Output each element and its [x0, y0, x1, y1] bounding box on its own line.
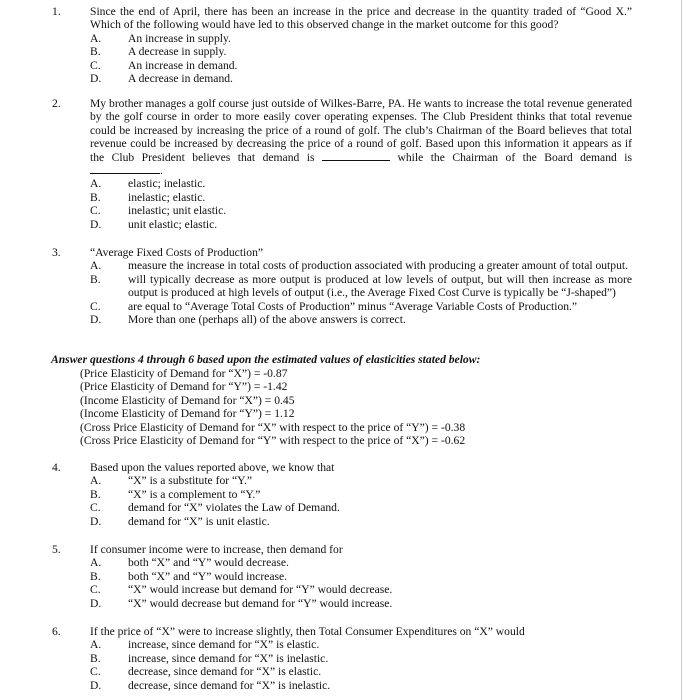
option-d [90, 597, 632, 610]
question-number: 2. [52, 97, 61, 110]
question-body [90, 543, 632, 610]
question-text: “Average Fixed Costs of Production” [90, 246, 264, 259]
option-letter: D. [90, 678, 102, 692]
answer-blank-1 [322, 151, 390, 161]
option-b [90, 488, 632, 501]
option-text: “X” would decrease but demand for “Y” would increase. [128, 596, 393, 610]
option-c [90, 300, 632, 313]
option-letter: C. [90, 501, 101, 515]
question-number: 5. [52, 543, 61, 556]
option-text: demand for “X” is unit elastic. [128, 514, 270, 528]
option-b [90, 652, 632, 665]
question-number: 1. [52, 5, 61, 18]
option-text: inelastic; unit elastic. [128, 204, 227, 218]
question-body [90, 97, 632, 231]
option-a [90, 32, 632, 45]
option-text: elastic; inelastic. [128, 177, 206, 191]
option-a [90, 556, 632, 569]
elasticity-item: (Price Elasticity of Demand for “X”) = -0.87 [80, 367, 288, 380]
option-letter: B. [90, 190, 101, 204]
question-text-part3: . [160, 164, 163, 178]
question-text [90, 97, 632, 177]
option-letter: A. [90, 177, 102, 191]
question-body [90, 461, 632, 528]
option-letter: B. [90, 272, 101, 286]
question-number: 3. [52, 246, 61, 259]
elasticity-item: (Income Elasticity of Demand for “X”) = 0.45 [80, 393, 295, 407]
option-text: measure the increase in total costs of production associated with producing a greater amount of total output. [128, 259, 628, 273]
option-b [90, 570, 632, 583]
question-body [90, 246, 632, 326]
option-text: both “X” and “Y” would increase. [128, 569, 288, 583]
option-letter: A. [90, 474, 102, 488]
option-d [90, 313, 632, 326]
question-body [90, 5, 632, 85]
option-letter: D. [90, 596, 102, 610]
option-letter: C. [90, 204, 101, 218]
elasticity-item: (Cross Price Elasticity of Demand for “X” with respect to the price of “Y”) = -0.38 [80, 420, 466, 434]
question-number: 4. [52, 461, 61, 474]
option-letter: D. [90, 514, 102, 528]
option-c [90, 583, 632, 596]
option-letter: A. [90, 638, 102, 652]
option-a [90, 474, 632, 487]
option-letter: C. [90, 299, 101, 313]
question-text-part1: My brother manages a golf course just outside of Wilkes-Barre, PA. He wants to increase the total revenue generated by the golf course in order to more easily cover operating expenses. The Club President thinks that total revenue could be increased by increasing the price of a round of golf. The club’s Chairman of the Board believes that total revenue could be increased by decreasing the price of a round of golf. Based upon this information it appears as if the Club President believes that demand is [90, 97, 632, 164]
option-text: A decrease in demand. [128, 71, 233, 85]
elasticity-item: (Cross Price Elasticity of Demand for “Y” with respect to the price of “X”) = -0.62 [80, 433, 466, 447]
question-number: 6. [52, 625, 61, 638]
option-text: “X” is a substitute for “Y.” [128, 474, 253, 488]
option-b [90, 45, 632, 58]
option-text: will typically decrease as more output is produced at low levels of output, but will then increase as more output is produced at high levels of output (i.e., the Average Fixed Cost Curve is typically be “J-shaped”) [128, 272, 632, 300]
option-d [90, 218, 632, 231]
option-letter: C. [90, 665, 101, 679]
question-body [90, 625, 632, 692]
question-text-part2: while the Chairman of the Board demand is [397, 150, 632, 164]
option-text: unit elastic; elastic. [128, 217, 218, 231]
option-c [90, 665, 632, 678]
option-text: increase, since demand for “X” is elastic. [128, 638, 320, 652]
option-letter: A. [90, 556, 102, 570]
section-heading: Answer questions 4 through 6 based upon the estimated values of elasticities stated below: [51, 353, 481, 366]
option-b [90, 191, 632, 204]
question-text: Since the end of April, there has been an increase in the price and decrease in the quantity traded of “Good X.” Which of the following would have led to this observed change in the market outcome for this good? [90, 5, 632, 32]
option-text: More than one (perhaps all) of the above answers is correct. [128, 313, 406, 327]
question-text: If consumer income were to increase, then demand for [90, 543, 343, 556]
elasticity-item: (Price Elasticity of Demand for “Y”) = -1.42 [80, 380, 288, 394]
option-c [90, 59, 632, 72]
question-text: Based upon the values reported above, we know that [90, 461, 335, 474]
option-text: A decrease in supply. [128, 45, 227, 59]
option-b [90, 273, 632, 300]
option-letter: D. [90, 71, 102, 85]
answer-blank-2 [90, 164, 160, 174]
option-letter: C. [90, 58, 101, 72]
option-text: both “X” and “Y” would decrease. [128, 556, 289, 570]
option-letter: B. [90, 487, 101, 501]
option-d [90, 72, 632, 85]
option-text: increase, since demand for “X” is inelastic. [128, 651, 329, 665]
option-d [90, 679, 632, 692]
option-a [90, 638, 632, 651]
question-text: If the price of “X” were to increase slightly, then Total Consumer Expenditures on “X” would [90, 625, 525, 638]
option-letter: B. [90, 569, 101, 583]
option-letter: C. [90, 583, 101, 597]
elasticity-list [80, 367, 465, 447]
option-text: An increase in demand. [128, 58, 238, 72]
option-letter: B. [90, 651, 101, 665]
option-text: inelastic; elastic. [128, 190, 206, 204]
option-letter: A. [90, 259, 102, 273]
elasticity-item: (Income Elasticity of Demand for “Y”) = 1.12 [80, 407, 295, 421]
option-letter: D. [90, 313, 102, 327]
option-text: An increase in supply. [128, 31, 231, 45]
option-a [90, 259, 632, 272]
option-d [90, 515, 632, 528]
option-letter: A. [90, 31, 102, 45]
option-text: decrease, since demand for “X” is elastic. [128, 665, 322, 679]
option-text: “X” is a complement to “Y.” [128, 487, 261, 501]
option-c [90, 204, 632, 217]
option-letter: D. [90, 217, 102, 231]
option-text: are equal to “Average Total Costs of Production” minus “Average Variable Costs of Production.” [128, 299, 578, 313]
option-text: “X” would increase but demand for “Y” would decrease. [128, 583, 393, 597]
option-letter: B. [90, 45, 101, 59]
option-text: decrease, since demand for “X” is inelastic. [128, 678, 331, 692]
option-c [90, 501, 632, 514]
option-a [90, 177, 632, 190]
option-text: demand for “X” violates the Law of Demand. [128, 501, 340, 515]
